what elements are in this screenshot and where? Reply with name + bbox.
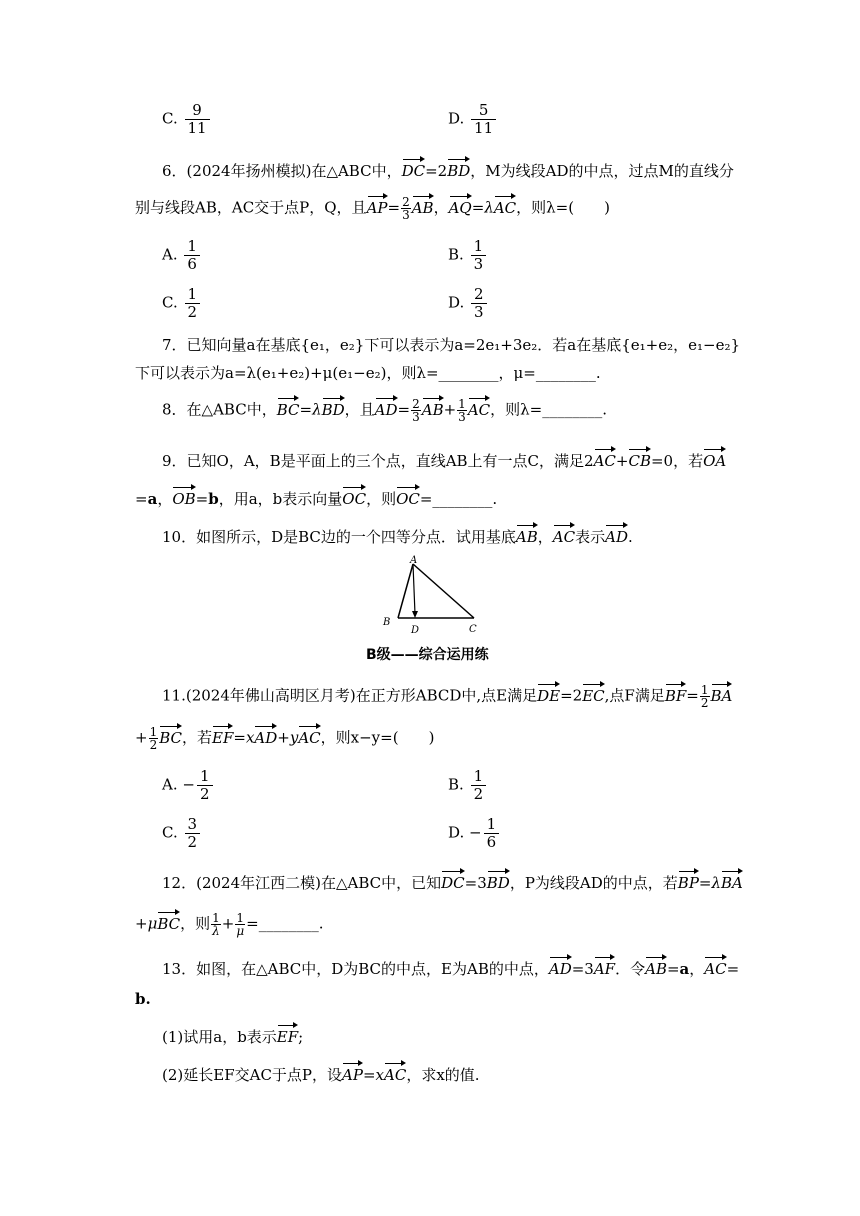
vector-ac: AC [298, 728, 321, 747]
denominator: 2 [187, 833, 198, 851]
q9-line2: =a，OB=b，用a，b表示向量OC，则OC=________. [135, 490, 498, 508]
question-text: ，则x−y=( ) [320, 728, 435, 747]
numerator: 3 [185, 816, 201, 834]
vector-bp: BP [677, 874, 699, 892]
numerator: 5 [471, 102, 496, 120]
fraction: $\frac{1}{2}$ [149, 725, 158, 752]
vector-ac: AC [704, 960, 727, 978]
option-label: B. [448, 775, 464, 794]
vector-ad: AD [254, 728, 278, 747]
vector-ba: BA [721, 874, 743, 892]
question-text: ，则 [366, 490, 397, 508]
vector-oc: OC [342, 490, 367, 508]
numerator: 1 [484, 816, 500, 834]
question-number: 12． [162, 874, 197, 892]
q6-line2: 别与线段AB，AC交于点P，Q，且AP= $\frac{2}{3}$ AB，AQ=λAC，则λ=( ) [135, 195, 610, 222]
fraction: $\frac{1}{\lambda}$ [212, 911, 220, 938]
fraction: $\frac{1}{\mu}$ [236, 911, 245, 938]
numerator: 1 [185, 286, 201, 304]
option-label: D. [448, 293, 465, 312]
option-label: D. [448, 823, 465, 842]
question-text: 9．已知O，A，B是平面上的三个点，直线AB上有一点C，满足 [162, 452, 585, 470]
vector-ap: AP [342, 1066, 363, 1084]
q11-option-c [162, 816, 202, 851]
question-text: ，求x的值. [406, 1066, 480, 1084]
question-text: 在△ABC中， [311, 162, 402, 180]
vector-ad: AD [374, 400, 398, 419]
vector-ac: AC [552, 528, 576, 546]
denominator: 3 [473, 255, 484, 273]
fraction [471, 238, 487, 273]
numerator: 1 [197, 768, 213, 786]
question-text: 在△ABC中，已知 [320, 874, 442, 892]
label-a: A [410, 555, 418, 566]
vector-oa: OA [703, 452, 727, 470]
vector-cb: CB [628, 452, 651, 470]
vector-ef: EF [276, 1028, 299, 1046]
option-label: A. [162, 245, 178, 264]
question-number: 11. [162, 686, 186, 705]
numerator: 1 [471, 238, 487, 256]
question-text: 13．如图，在△ABC中，D为BC的中点，E为AB的中点， [162, 960, 549, 978]
vector-ab: AB [645, 960, 667, 978]
vector-ab: AB [515, 528, 538, 546]
vector-ac: AC [493, 198, 517, 217]
option-label: A. [162, 775, 178, 794]
section-heading: B级——综合运用练 [366, 647, 489, 663]
fraction [197, 768, 213, 803]
option-label: B. [448, 245, 464, 264]
q11-line1: 11.(2024年佛山高明区月考)在正方形ABCD中,点E满足DE=2EC,点F满足BF= $\frac{1}{2}$ BA [162, 683, 733, 710]
vector-dc: DC [441, 874, 465, 892]
denominator: 2 [473, 785, 484, 803]
denominator: 2 [187, 303, 198, 321]
vector-ab: AB [421, 400, 444, 419]
question-text: . [627, 528, 633, 546]
question-text: ，则λ=________. [490, 400, 607, 419]
triangle-figure [370, 552, 490, 636]
q11-line2: + $\frac{1}{2}$ BC，若EF=xAD+yAC，则x−y=( ) [135, 725, 435, 752]
vector-ba: BA [710, 686, 733, 705]
q13-part1 [162, 1026, 303, 1048]
numerator: 1 [471, 768, 487, 786]
q10-line: 10．如图所示，D是BC边的一个四等分点．试用基底AB，AC表示AD. [162, 528, 633, 546]
question-text: ，若 [182, 728, 213, 747]
q13-line1: 13．如图，在△ABC中，D为BC的中点，E为AB的中点，AD=3AF．令AB=a，AC= [162, 960, 740, 978]
fraction [484, 816, 500, 851]
fraction [185, 816, 201, 851]
q5-option-c [162, 102, 212, 137]
question-text: ，P为线段AD的中点，若 [509, 874, 678, 892]
denominator: 11 [187, 119, 207, 137]
question-text: 8．在△ABC中， [162, 400, 277, 419]
fraction [471, 286, 487, 321]
q11-option-a: A. − $\frac{1}{2}$ [162, 768, 215, 803]
fraction [185, 286, 201, 321]
q7-line2: 下可以表示为a=λ(e₁+e₂)+μ(e₁−e₂)，则λ=________，μ=________. [135, 364, 601, 382]
vector-ac: AC [384, 1066, 407, 1084]
vector-de: DE [537, 686, 561, 705]
q6-option-b [448, 238, 488, 273]
option-label: C. [162, 823, 178, 842]
vector-ob: OB [172, 490, 196, 508]
vector-dc: DC [401, 162, 426, 180]
q11-option-b [448, 768, 488, 803]
vector-ad: AD [548, 960, 572, 978]
question-source: (2024年江西二模) [196, 874, 321, 892]
question-text: ，则λ=( ) [516, 198, 610, 217]
numerator: 2 [471, 286, 487, 304]
numerator: 9 [185, 102, 210, 120]
fraction [471, 102, 496, 137]
label-b: B [383, 617, 391, 628]
question-text: ，则 [180, 914, 211, 933]
vector-bc: BC [276, 400, 300, 419]
vector-bd: BD [321, 400, 345, 419]
question-text: (1)试用a，b表示 [162, 1028, 277, 1046]
question-text: ，M为线段AD的中点，过点M的直线分 [470, 162, 734, 180]
question-number: 6． [162, 162, 187, 180]
q7-line1: 7．已知向量a在基底{e₁，e₂}下可以表示为a=2e₁+3e₂．若a在基底{e₁+e₂，e₁−e₂} [162, 336, 741, 354]
fraction: $\frac{1}{3}$ [458, 397, 466, 424]
denominator: 6 [187, 255, 197, 273]
vector-af: AF [593, 960, 616, 978]
fraction [471, 768, 487, 803]
q12-line2: +μBC，则 $\frac{1}{\lambda}$ + $\frac{1}{\mu}$ =________. [135, 911, 324, 938]
question-text: ,点F满足 [604, 686, 665, 705]
option-label: D. [448, 109, 465, 128]
vector-oc: OC [396, 490, 420, 508]
q13-line2: b. [135, 990, 151, 1008]
fraction: $\frac{2}{3}$ [412, 397, 420, 424]
denominator: 3 [474, 303, 484, 321]
fraction [184, 238, 200, 273]
q12-line1: 12．(2024年江西二模)在△ABC中，已知DC=3BD，P为线段AD的中点，若BP=λBA [162, 874, 743, 892]
vector-ac: AC [593, 452, 616, 470]
question-text: ．令 [615, 960, 646, 978]
numerator: 1 [184, 238, 200, 256]
question-text: (2)延长EF交AC于点P，设 [162, 1066, 343, 1084]
q6-option-c [162, 286, 202, 321]
q5-option-d [448, 102, 498, 137]
option-label: C. [162, 109, 178, 128]
vector-ec: EC [582, 686, 605, 705]
vector-ac: AC [467, 400, 491, 419]
vector-ad: AD [605, 528, 628, 546]
label-d: D [411, 625, 420, 636]
vector-bf: BF [664, 686, 687, 705]
question-text: 10．如图所示，D是BC边的一个四等分点．试用基底 [162, 528, 516, 546]
q13-part2: (2)延长EF交AC于点P，设AP=xAC，求x的值. [162, 1066, 480, 1084]
question-text: 别与线段AB，AC交于点P，Q，且 [135, 198, 367, 217]
question-text: ; [298, 1028, 304, 1046]
fraction: $\frac{2}{3}$ [402, 195, 410, 222]
vector-ef: EF [212, 728, 234, 747]
vector-bc: BC [157, 914, 181, 933]
fraction [185, 102, 210, 137]
denominator: 6 [486, 833, 497, 851]
option-label: C. [162, 293, 178, 312]
question-source: (2024年扬州模拟) [186, 162, 312, 180]
vector-aq: AQ [448, 198, 472, 217]
vector-bd: BD [447, 162, 471, 180]
vector-bd: BD [486, 874, 510, 892]
q8-line: 8．在△ABC中，BC=λBD，且AD= $\frac{2}{3}$ AB+ $\frac{1}{3}$ AC，则λ=________. [162, 397, 607, 424]
q6-option-d [448, 286, 489, 321]
vector-ab: AB [411, 198, 434, 217]
q6-option-a [162, 238, 202, 273]
q9-line1: 9．已知O，A，B是平面上的三个点，直线AB上有一点C，满足2AC+CB=0，若OA [162, 452, 727, 470]
question-text: =________. [419, 490, 498, 508]
label-c: C [469, 624, 477, 635]
vector-bc: BC [159, 728, 182, 747]
question-text: ，用a，b表示向量 [218, 490, 343, 508]
q11-option-d: D. − $\frac{1}{6}$ [448, 816, 501, 851]
q6-line1: 6．(2024年扬州模拟)在△ABC中，DC=2BD，M为线段AD的中点，过点M的直线分 [162, 162, 734, 180]
question-text: 表示 [575, 528, 606, 546]
denominator: 2 [199, 785, 210, 803]
question-source: (2024年佛山高明区月考) [185, 686, 356, 705]
question-text: =0，若 [650, 452, 704, 470]
denominator: 11 [474, 119, 494, 137]
fraction: $\frac{1}{2}$ [700, 683, 709, 710]
vector-ap: AP [366, 198, 388, 217]
question-text: =________. [246, 914, 324, 933]
question-text: 在正方形ABCD中,点E满足 [355, 686, 538, 705]
